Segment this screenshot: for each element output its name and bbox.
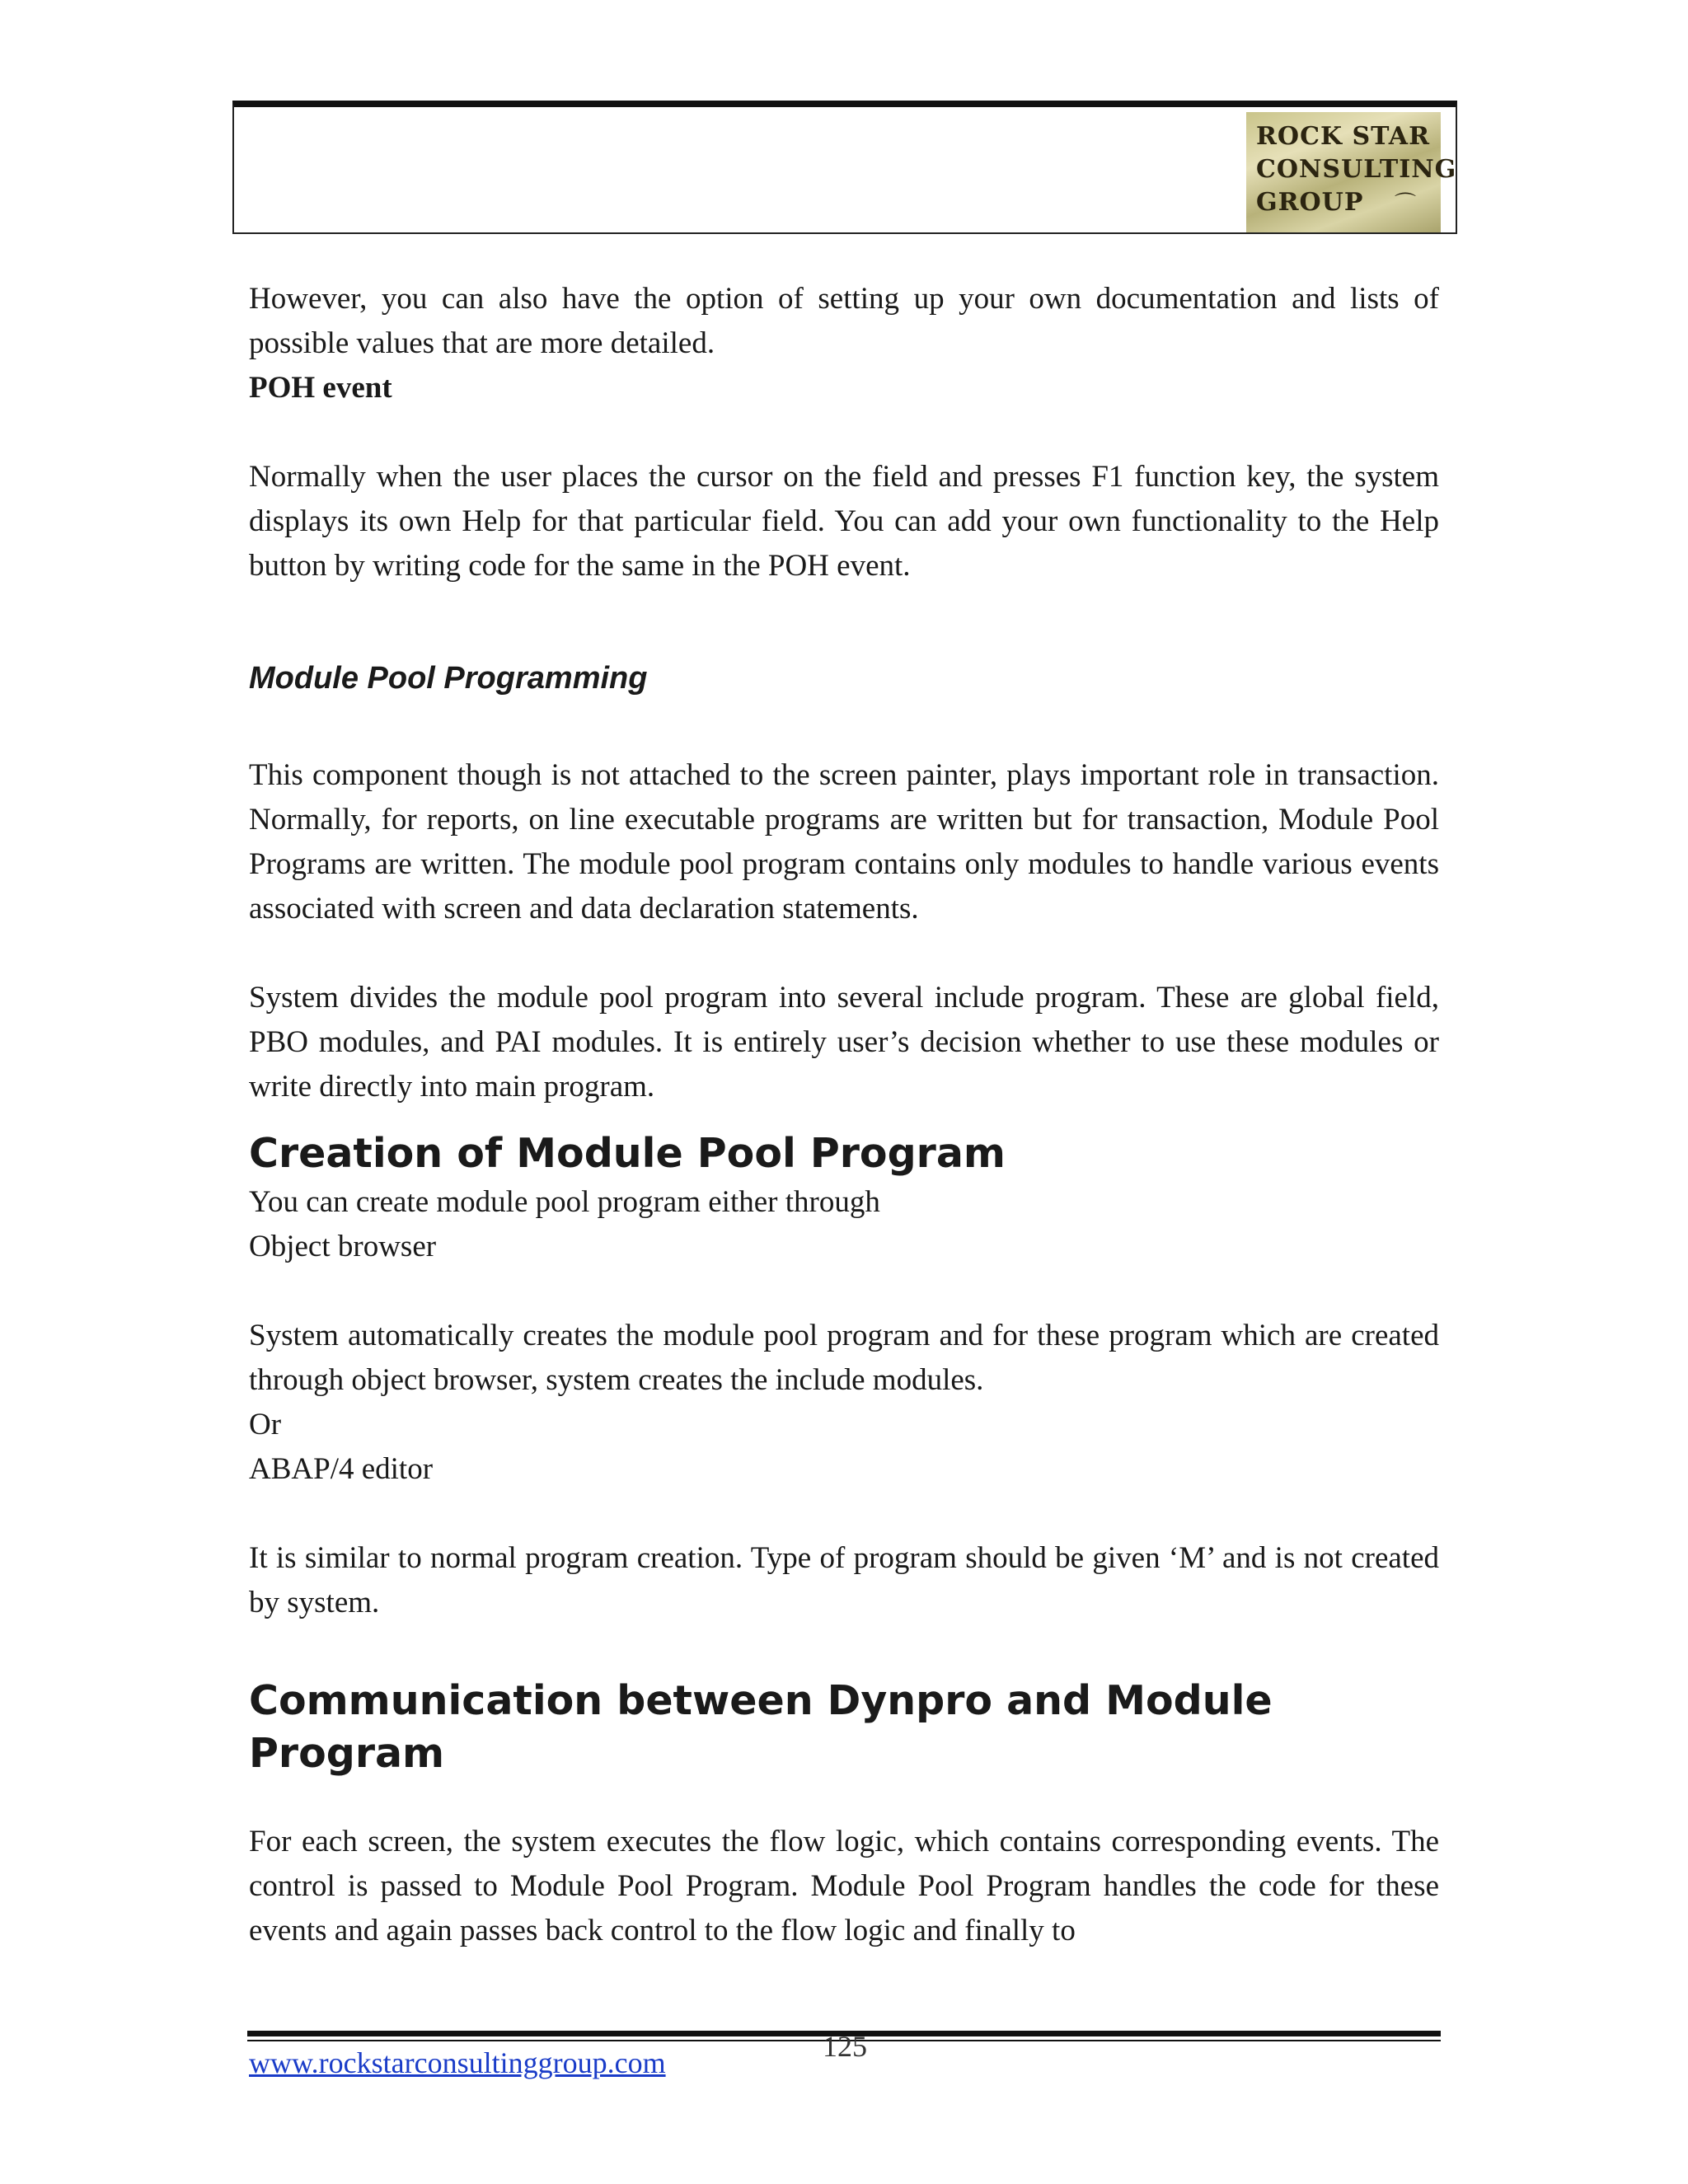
logo-line-1: ROCK STAR [1256,122,1431,151]
paragraph-communication: For each screen, the system executes the flow logic, which contains corresponding events. The control is passed to Module Pool Program. Module Pool Program handles the code for these events and again passes back control to the flow logic and finally to [249,1825,1439,1947]
creation-line-1: You can create module pool program either through [249,1185,880,1219]
paragraph-module-pool: This component though is not attached to the screen painter, plays important role in transaction. Normally, for reports, on line executable programs are written but for transaction, Module Pool Programs are written. The module pool program contains only modules to handle various events associated with screen and data declaration statements. [249,758,1439,926]
paragraph-poh: Normally when the user places the cursor on the field and presses F1 function key, the system displays its own Help for that particular field. You can add your own functionality to the Help button by writing code for the same in the POH event. [249,460,1439,583]
page-number: 125 [823,2030,867,2063]
paragraph-include-programs: System divides the module pool program into several include program. These are global field, PBO modules, and PAI modules. It is entirely user’s decision whether to use these modules or write directly into main program. [249,981,1439,1104]
page-body [249,277,1439,1953]
company-logo [1246,112,1457,232]
module-pool-programming-heading: Module Pool Programming [249,661,648,696]
paragraph-documentation: However, you can also have the option of setting up your own documentation and lists of possible values that are more detailed. [249,282,1439,360]
logo-line-2: CONSULTING [1256,155,1457,184]
creation-heading: Creation of Module Pool Program [249,1130,1006,1177]
communication-heading: Communication between Dynpro and Module Program [249,1677,1273,1777]
creation-line-2: Object browser [249,1230,437,1263]
paragraph-object-browser: System automatically creates the module pool program and for these program which are created through object browser, system creates the include modules. [249,1319,1439,1397]
or-line: Or [249,1408,282,1441]
logo-line-3: GROUP [1256,188,1364,217]
website-link[interactable]: www.rockstarconsultinggroup.com [249,2046,666,2079]
paragraph-program-type: It is similar to normal program creation. Type of program should be given ‘M’ and is not created by system. [249,1541,1439,1619]
abap-editor-line: ABAP/4 editor [249,1452,434,1486]
bird-icon: ⌒ [1394,192,1416,216]
poh-event-heading: POH event [249,371,392,405]
